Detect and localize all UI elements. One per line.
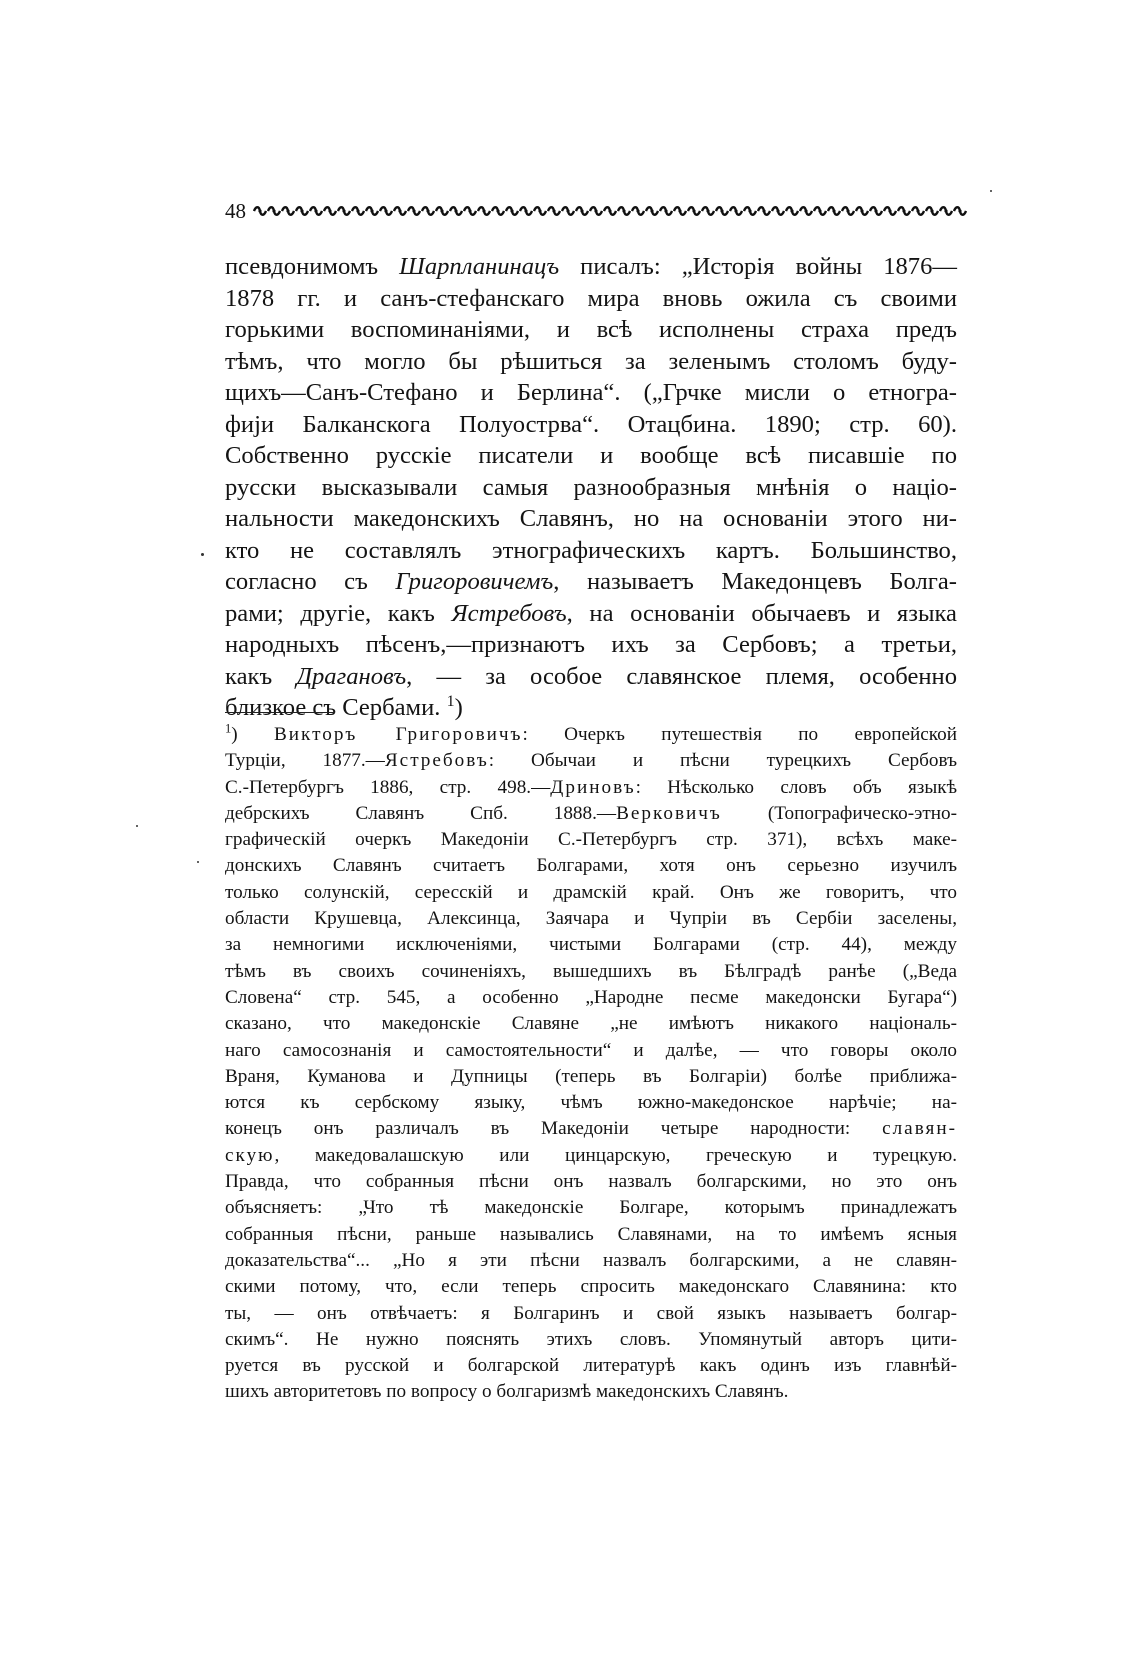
footnote-line: сказано, что македонскіе Славяне „не имѣютъ никакого національ- <box>225 1013 957 1035</box>
main-text-line: какъ Драгановъ, — за особое славянское племя, особенно <box>225 662 957 690</box>
page-header <box>225 198 967 224</box>
footnote-line: скимъ“. Не нужно пояснять этихъ словъ. Упомянутый авторъ цити- <box>225 1328 957 1350</box>
main-text-line: Собственно русскіе писатели и вообще всѣ писавшіе по <box>225 442 957 469</box>
main-text-line: рами; другіе, какъ Ястребовъ, на основаніи обычаевъ и языка <box>225 599 957 627</box>
main-paragraph <box>225 251 957 724</box>
main-text-line: согласно съ Григоровичемъ, называетъ Македонцевъ Болга- <box>225 568 957 595</box>
footnote-line: скую, македовалашскую или цинцарскую, греческую и турецкую. <box>225 1144 957 1166</box>
footnote-line: дебрскихъ Славянъ Спб. 1888.—Верковичъ (Топографическо-этно- <box>225 802 957 824</box>
footnote-line: графическій очеркъ Македоніи С.-Петербургъ стр. 371), всѣхъ маке- <box>225 829 957 851</box>
main-text-line: тѣмъ, что могло бы рѣшиться за зеленымъ столомъ буду- <box>225 347 957 375</box>
paper-speck <box>197 861 199 863</box>
footnote-line: Правда, что собранныя пѣсни онъ назвалъ болгарскими, но это онъ <box>225 1171 957 1193</box>
footnote-line: шихъ авторитетовъ по вопросу о болгаризмѣ македонскихъ Славянъ. <box>225 1381 789 1403</box>
footnote-line: Турціи, 1877.—Ястребовъ: Обычаи и пѣсни турецкихъ Сербовъ <box>225 750 957 772</box>
paper-speck <box>136 825 138 827</box>
main-text-line: горькими воспоминаніями, и всѣ исполнены страха предъ <box>225 316 957 343</box>
paper-speck <box>201 553 204 556</box>
footnote-line: донскихъ Славянъ считаетъ Болгарами, хотя онъ серьезно изучилъ <box>225 855 957 877</box>
footnote-line: С.-Петербургъ 1886, стр. 498.—Дриновъ: Нѣсколько словъ объ языкѣ <box>225 776 958 798</box>
footnote-line: области Крушевца, Алексинца, Заячара и Чупріи въ Сербіи заселены, <box>225 908 957 930</box>
footnote-block <box>225 722 957 1406</box>
main-text-line: русски высказывали самыя разнообразныя мнѣнія о націо- <box>225 473 957 501</box>
footnote-line: $^1$) Викторъ Григоровичъ: Очеркъ путешествія по европейской <box>225 721 957 745</box>
main-text-line: 1878 гг. и санъ-стефанскаго мира вновь ожила съ своими <box>225 284 957 312</box>
footnote-line: Словена“ стр. 545, а особенно „Народне песме македонски Бугара“) <box>225 986 957 1008</box>
main-text-line: кто не составлялъ этнографическихъ картъ. Большинство, <box>225 536 957 564</box>
main-text-line: близкое съ Сербами. $^1$) <box>225 692 463 721</box>
main-text-line: народныхъ пѣсенъ,—признаютъ ихъ за Сербовъ; а третьи, <box>225 631 957 658</box>
footnote-line: только солунскій, сересскій и драмскій край. Онъ же говоритъ, что <box>225 881 957 903</box>
main-text-line: псевдонимомъ Шарпланинацъ писалъ: „Исторія войны 1876— <box>225 253 957 280</box>
footnote-line: скими потому, что, если теперь спросить македонскаго Славянина: кто <box>225 1276 957 1298</box>
footnote-line: ются къ сербскому языку, чѣмъ южно-македонское нарѣчіе; на- <box>225 1092 957 1114</box>
main-text-line: нальности македонскихъ Славянъ, но на основаніи этого ни- <box>225 505 957 532</box>
footnote-line: ты, — онъ отвѣчаетъ: я Болгаринъ и свой языкъ называетъ болгар- <box>225 1302 957 1324</box>
decorative-ornament-rule <box>253 205 967 217</box>
footnote-line: конецъ онъ различалъ въ Македоніи четыре народности: славян- <box>225 1118 957 1140</box>
footnote-line: за немногими исключеніями, чистыми Болгарами (стр. 44), между <box>225 934 957 956</box>
page-number: 48 <box>225 199 246 223</box>
footnote-line: объясняетъ: „Что тѣ македонскіе Болгаре, которымъ принадлежатъ <box>225 1197 957 1219</box>
footnote-line: доказательства“... „Но я эти пѣсни назвалъ болгарскими, а не славян- <box>225 1249 957 1271</box>
footnote-line: наго самосознанія и самостоятельности“ и далѣе, — что говоры около <box>225 1039 957 1061</box>
main-text-line: щихъ—Санъ-Стефано и Берлина“. („Грчке мисли о етногра- <box>225 379 957 406</box>
footnote-line: Враня, Куманова и Дупницы (теперь въ Болгаріи) болѣе приближа- <box>225 1065 957 1087</box>
footnote-line: тѣмъ въ своихъ сочиненіяхъ, вышедшихъ въ Бѣлградѣ ранѣе („Веда <box>225 960 957 982</box>
main-text-line: фиjи Балканскога Полуострва“. Отацбина. 1890; стр. 60). <box>225 410 957 438</box>
footnote-line: руется въ русской и болгарской литературѣ какъ одинъ изъ главнѣй- <box>225 1355 957 1377</box>
footnote-separator <box>225 712 335 713</box>
footnote-line: собранныя пѣсни, раньше назывались Славянами, на то имѣемъ ясныя <box>225 1223 957 1245</box>
paper-speck <box>990 190 992 192</box>
